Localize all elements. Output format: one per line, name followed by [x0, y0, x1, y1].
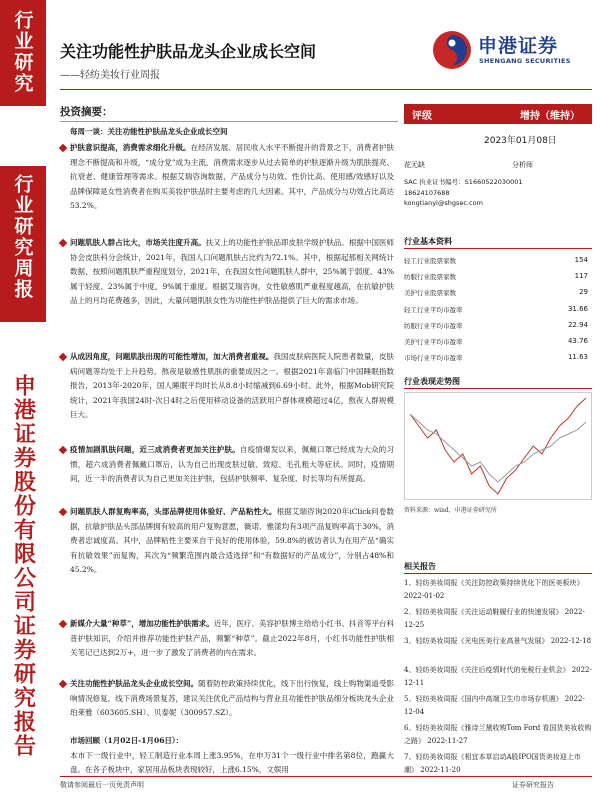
related-report-title[interactable]: 7、轻纺美妆周报《相宜本草启动A股IPO国货美妆迎上市潮》: [404, 753, 581, 774]
diamond-bullet-icon: [59, 144, 67, 152]
analyst-phone: 18624107688: [404, 188, 450, 197]
paragraph-lead: 关注功能性护肤品龙头企业成长空间。: [70, 679, 199, 688]
related-report-date: 2022-11-20: [420, 766, 461, 774]
paragraph-text: 自疫情爆发以来，佩戴口罩已经成为大众的习惯，超六成消费者佩戴口罩后，认为自己出现皮肤过敏、致痘、毛孔粗大等症状。同时，疫情期间，近一半的消费者认为自己更加关注护肤，包括护肤频率、复杂度、时长等均有所提高。: [70, 445, 394, 483]
logo-text-cn: 申港证券: [478, 35, 559, 57]
related-report-title[interactable]: 1、轻纺美妆周报《关注防控政策持续优化下的医美板块》: [404, 579, 584, 587]
related-report[interactable]: [404, 606, 592, 632]
related-title: 相关报告: [404, 561, 436, 571]
related-divider: [404, 573, 592, 574]
chart-series-line-2: [410, 414, 586, 482]
related-report[interactable]: [404, 751, 592, 777]
chart-source: 资料来源：wind，申港证券研究所: [404, 507, 497, 514]
paragraph-lead: 护肤意识提高，消费需求细化升级。: [70, 143, 191, 152]
paragraph-text: 我国皮肤病医院人院患者数量，皮肤病问题等均处于上升趋势。熬夜是敏感性肌肤的重要成因之一。根据2021年喜临门中国睡眠指数报告，2013年-2020年，国人睡眠平均时长从8.8小时缩减到6.69小时。此外，根据Mob研究院统计，2021年我国24时-次日4时之后使用移动设备的活跃用户群体规模超过4亿，熬夜人群规模巨大。: [70, 352, 395, 419]
paragraph-text: 在经济发展、居民收入水平不断提升的背景之下，消费者护肤理念不断提高和升级，“成分党”成为主流，消费需求逐步从过去简单的护肤逐渐升级为肌肤提亮、抗衰老、健康管理等需求。根据艾瑞咨询数据，产品成分与功效、性价比高、使用感/效感好以及品牌保障是女性消费者在购买美妆护肤品时主要考虑的几大因素。其中，产品成分与功效占比高达53.2%。: [70, 143, 395, 210]
logo-text-en: SHENGANG SECURITIES: [479, 57, 571, 65]
header-divider: [60, 89, 592, 90]
rating-label: 评级: [412, 111, 432, 122]
paragraph-text: 近年，医疗、美容护肤博主给给小红书、抖音等平台科普护肤知识，介绍并推荐功能性护肤产品，频繁“种草”。截止2022年8月，小红书功能性护肤相关笔记已达到2万+，进一步了激发了消费者的内在需求。: [70, 619, 394, 657]
diamond-bullet-icon: [59, 680, 67, 688]
paragraph-6: [70, 617, 394, 661]
market-review-title: 市场回顾（1月02日-1月06日）：: [70, 736, 184, 745]
market-review: [70, 734, 394, 778]
related-report[interactable]: [404, 635, 592, 648]
basics-key: 美护行业平均市盈率: [404, 338, 463, 346]
company-logo: [432, 28, 592, 76]
left-sidebar: [0, 0, 46, 800]
related-report-date: 2022-01-02: [404, 592, 445, 600]
paragraph-1: [70, 141, 394, 214]
basics-title: 行业基本资料: [404, 236, 452, 246]
abstract-divider: [60, 121, 398, 122]
basics-value: 31.66: [567, 305, 588, 313]
related-report-date: 2022-11-27: [427, 737, 468, 745]
paragraph-text: 随着防控政策持续优化，线下出行恢复，线上购物渠道受影响情况修复，线下消费场景复苏，建议关注优化产品结构与营业且功能性护肤品细分板块龙头企业珀莱雅（603605.SH）、贝泰妮（300957.SZ）。: [70, 679, 395, 717]
diamond-bullet-icon: [59, 508, 67, 516]
related-report-title[interactable]: 3、轻纺美妆周报《光电医美行业高景气发展》: [404, 637, 549, 645]
paragraph-7: [70, 677, 394, 721]
diamond-bullet-icon: [59, 620, 67, 628]
logo-mark-icon: [432, 30, 472, 70]
related-report-date: 2022-12-25: [404, 608, 585, 629]
paragraph-lead: 疫情加剧肌肤问题，近三成消费者更加关注护肤。: [70, 445, 240, 454]
diamond-bullet-icon: [59, 353, 67, 361]
basics-value: 11.63: [567, 353, 588, 361]
related-report-title[interactable]: 6、轻纺美妆周报《雅诗兰黛收购Tom Ford 看国货美妆收购之路》: [404, 724, 592, 745]
performance-divider: [404, 388, 592, 389]
page-subtitle: ——轻纺美妆行业周报: [60, 70, 160, 81]
footer-label: 证券研究报告: [512, 781, 554, 789]
analyst-sac: SAC 执业证书编号：S1660522030001: [404, 178, 523, 186]
paragraph-lead: 问题肌肤人群复购率高，头部品牌使用体验好、产品粘性大。: [70, 507, 277, 516]
basics-value: 29: [579, 288, 588, 296]
related-report-date: 2022-12-04: [404, 695, 585, 716]
footer-divider: [60, 776, 592, 777]
related-report[interactable]: [404, 693, 592, 719]
analyst-role: 分析师: [512, 161, 533, 169]
sidebar-top-label: 行业研究: [11, 10, 34, 94]
basics-key: 轻工行业股票家数: [404, 257, 456, 265]
paragraph-3: [70, 350, 394, 423]
paragraph-5: [70, 505, 394, 578]
abstract-title: 投资摘要：: [60, 106, 113, 118]
related-report[interactable]: [404, 664, 592, 690]
related-report-title[interactable]: 5、轻纺美妆周报《国内中高端卫生巾市场存机遇》: [404, 695, 563, 703]
report-date: 2023年01月08日: [484, 136, 557, 146]
rating-bar: [404, 104, 592, 124]
chart-series-line-1: [410, 398, 586, 494]
sidebar-block-top: [0, 0, 46, 106]
basics-value: 43.76: [567, 337, 588, 345]
related-report-date: 2022-12-11: [404, 666, 592, 687]
market-review-text: 本市下一级行业中，轻工制造行业本周上涨3.95%，在申万31个一级行业中排名第8位，跑赢大盘。在各子板块中，家居用品板块表现较好，上涨6.15%，文娱用: [70, 750, 394, 774]
basics-value: 154: [574, 256, 588, 264]
basics-key: 美护行业股票家数: [404, 289, 456, 297]
paragraph-lead: 新媒介大量“种草”，增加功能性护肤需求。: [70, 619, 214, 628]
rating-value: 增持（维持）: [520, 111, 580, 122]
paragraph-4: [70, 443, 394, 487]
page-title: 关注功能性护肤品龙头企业成长空间: [60, 42, 317, 61]
chart-frame: [405, 393, 592, 500]
disclaimer-note: 敬请参阅最后一页免责声明: [60, 781, 144, 789]
basics-value: 117: [574, 272, 588, 280]
basics-divider: [404, 248, 592, 249]
basics-key: 纺服行业股票家数: [404, 273, 456, 281]
sidebar-middle-label: 行业研究周报: [11, 174, 34, 300]
analyst-email[interactable]: kongtianyi@shgsec.com: [404, 199, 483, 207]
paragraph-text: 扶又上的功能性护肤品即皮肤学级护肤品。根据中国医师协会皮肤科分会统计，2021年，我国人口问题肌肤占比约为72.1%。其中，根据起那相关网统计数据，按照问题肌肤严重程度划分，2021年，在我国女性问题肌肤人群中，25%属于弱度、43%属于轻度、23%属于中度，9%属于重度。根据艾瑞咨询，女性敏感肌严重程度越高，在抗敏护肤品上的月均花费越多，因此，大量问题肌肤女性为功能性护肤品提供了巨大的需求市场。: [70, 238, 395, 305]
sidebar-bottom-label: 申港证券股份有限公司证券研究报告: [10, 374, 36, 758]
paragraph-text: 根据艾瑞咨询2020年iClick问卷数据，抗敏护肤品头部品牌拥有较高的用户复购意愿，薇诺、雅漾均有3项产品复购率高于30%，消费者忠诚度高。其中，品牌粘性主要来自于良好的使用体验，59.8%的被访者认为在用产品“确实有抗敏效果”而复购，其次为“频繁范围内最合适选择”和“有数据好的产品成分”，分别占48%和45.2%。: [70, 507, 394, 574]
analyst-name: 花无缺: [404, 161, 425, 169]
basics-key: 轻工行业平均市盈率: [404, 306, 463, 314]
related-report[interactable]: [404, 577, 592, 603]
basics-key: 市场行业平均市盈率: [404, 354, 463, 362]
basics-key: 纺服行业平均市盈率: [404, 322, 463, 330]
weekly-summary: 每周一谈：关注功能性护肤品龙头企业成长空间: [70, 127, 228, 136]
sidebar-block-middle: [0, 166, 46, 322]
related-report[interactable]: [404, 722, 592, 748]
paragraph-lead: 从成因角度，问题肌肤出现的可能性增加，加大消费者重视。: [70, 352, 274, 361]
diamond-bullet-icon: [59, 446, 67, 454]
performance-title: 行业表现走势图: [404, 376, 460, 386]
related-report-title[interactable]: 4、轻纺美妆周报《关注后疫情时代的免税行业机会》: [404, 666, 570, 674]
related-report-date: 2022-12-18: [550, 637, 592, 645]
paragraph-lead: 问题肌肤人群占比大，市场关注度升高。: [70, 238, 206, 247]
diamond-bullet-icon: [59, 239, 67, 247]
performance-chart: [404, 392, 592, 500]
basics-value: 22.94: [567, 321, 588, 329]
related-report-title[interactable]: 2、轻纺美妆周报《关注运动鞋履行业的快速发展》: [404, 608, 563, 616]
sidebar-block-bottom: [0, 368, 46, 792]
analyst-contact: [404, 177, 523, 209]
paragraph-2: [70, 236, 394, 309]
